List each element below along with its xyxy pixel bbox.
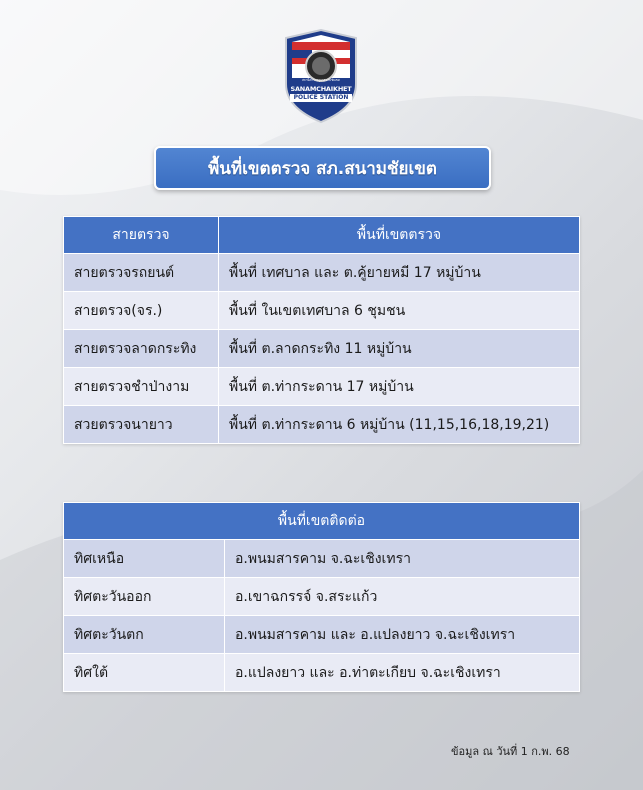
direction-label: ทิศตะวันออก bbox=[64, 578, 225, 616]
patrol-area: พื้นที่ เทศบาล และ ต.คู้ยายหมี 17 หมู่บ้าน bbox=[219, 254, 580, 292]
table-header-row bbox=[64, 217, 580, 254]
direction-label: ทิศใต้ bbox=[64, 654, 225, 692]
header-patrol: สายตรวจ bbox=[64, 217, 219, 254]
table-row bbox=[64, 540, 580, 578]
table-row bbox=[64, 578, 580, 616]
logo-top-text: สถานีตำรวจภูธรสนามชัยเขต bbox=[302, 78, 340, 82]
direction-label: ทิศตะวันตก bbox=[64, 616, 225, 654]
direction-area: อ.เขาฉกรรจ์ จ.สระแก้ว bbox=[225, 578, 580, 616]
patrol-name: สายตรวจ(จร.) bbox=[64, 292, 219, 330]
table-row bbox=[64, 406, 580, 444]
table-row bbox=[64, 292, 580, 330]
header-contact-area: พื้นที่เขตติดต่อ bbox=[64, 503, 580, 540]
table-row bbox=[64, 616, 580, 654]
logo-name-line2: POLICE STATION bbox=[293, 94, 349, 101]
table-row bbox=[64, 368, 580, 406]
page-title: พื้นที่เขตตรวจ สภ.สนามชัยเขต bbox=[154, 146, 491, 190]
table-row bbox=[64, 654, 580, 692]
table-row bbox=[64, 254, 580, 292]
data-date-note: ข้อมูล ณ วันที่ 1 ก.พ. 68 bbox=[451, 745, 570, 758]
logo-name-line1: SANAMCHAIKHET bbox=[290, 85, 352, 93]
table-row bbox=[64, 330, 580, 368]
patrol-name: สายตรวจชำป่างาม bbox=[64, 368, 219, 406]
contact-area-table bbox=[63, 502, 580, 692]
table-header-row bbox=[64, 503, 580, 540]
direction-label: ทิศเหนือ bbox=[64, 540, 225, 578]
direction-area: อ.พนมสารคาม และ อ.แปลงยาว จ.ฉะเชิงเทรา bbox=[225, 616, 580, 654]
patrol-name: สายตรวจลาดกระทิง bbox=[64, 330, 219, 368]
patrol-area: พื้นที่ ต.ลาดกระทิง 11 หมู่บ้าน bbox=[219, 330, 580, 368]
patrol-name: สวยตรวจนายาว bbox=[64, 406, 219, 444]
patrol-area: พื้นที่ ในเขตเทศบาล 6 ชุมชน bbox=[219, 292, 580, 330]
patrol-area-table bbox=[63, 216, 580, 444]
header-area: พื้นที่เขตตรวจ bbox=[219, 217, 580, 254]
police-station-logo bbox=[280, 28, 362, 124]
patrol-area: พื้นที่ ต.ท่ากระดาน 6 หมู่บ้าน (11,15,16,18,19,21) bbox=[219, 406, 580, 444]
patrol-area: พื้นที่ ต.ท่ากระดาน 17 หมู่บ้าน bbox=[219, 368, 580, 406]
patrol-name: สายตรวจรถยนต์ bbox=[64, 254, 219, 292]
direction-area: อ.พนมสารคาม จ.ฉะเชิงเทรา bbox=[225, 540, 580, 578]
direction-area: อ.แปลงยาว และ อ.ท่าตะเกียบ จ.ฉะเชิงเทรา bbox=[225, 654, 580, 692]
